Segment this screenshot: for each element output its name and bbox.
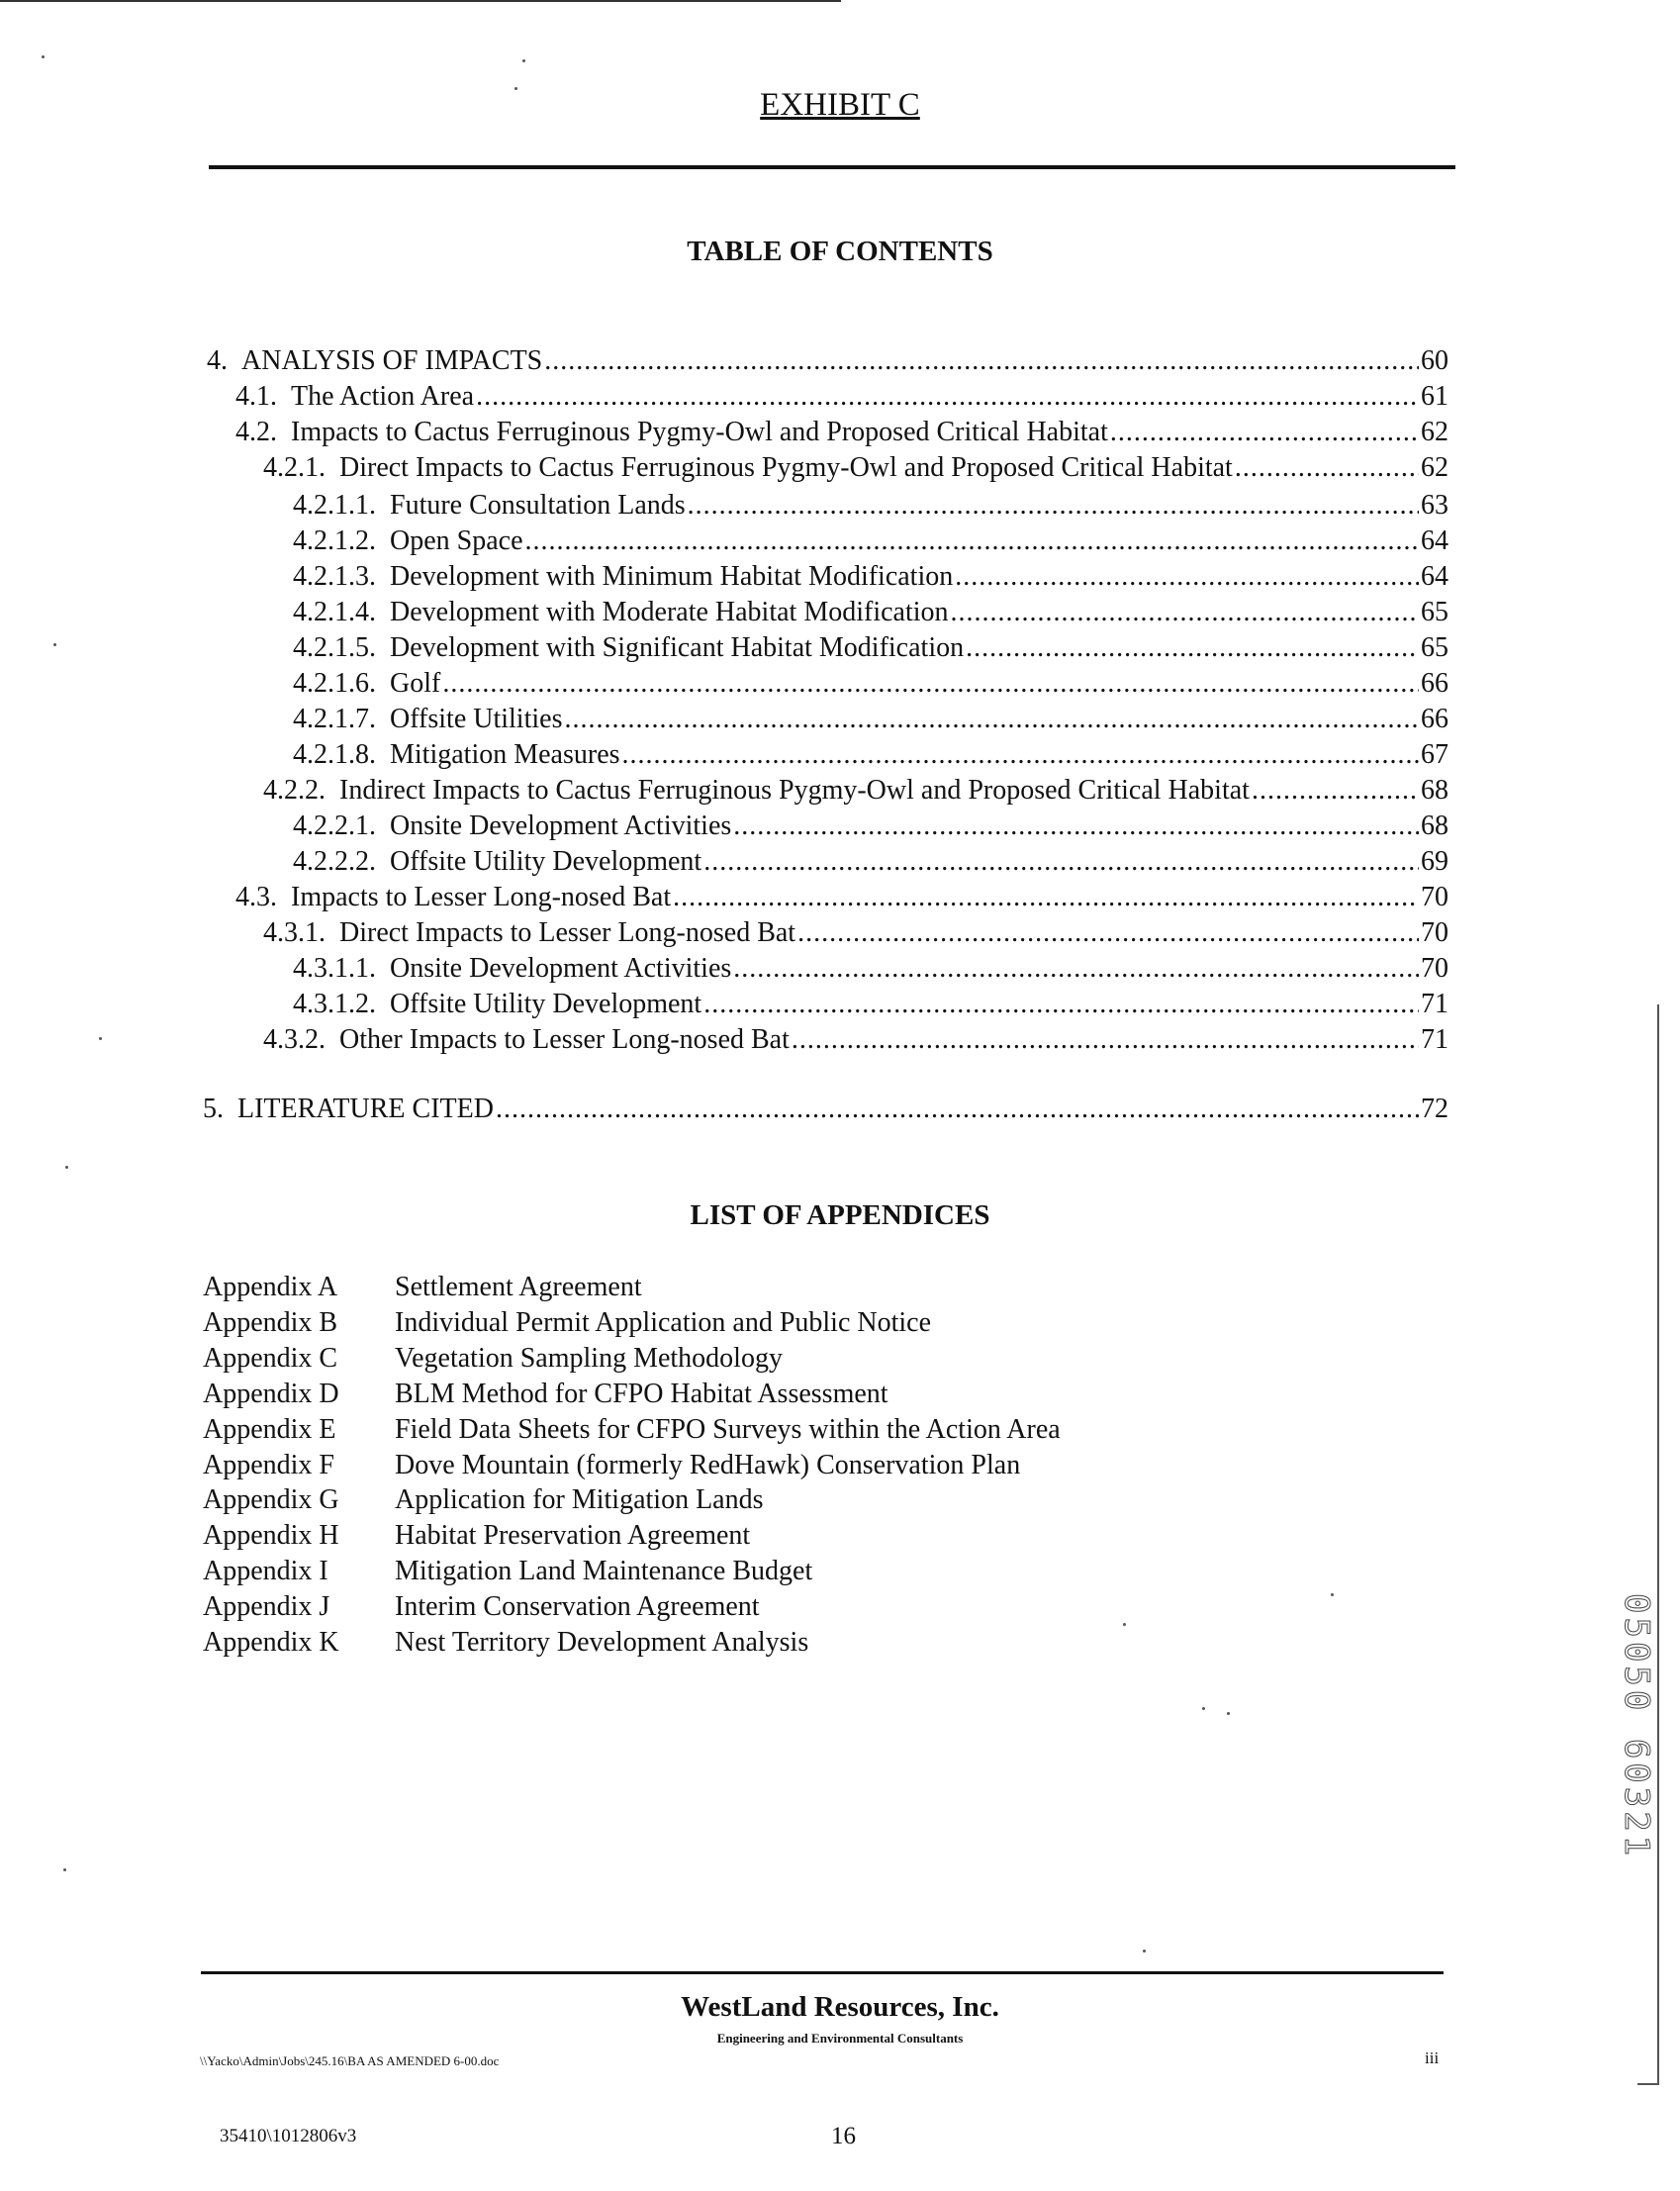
toc-entry xyxy=(293,845,1448,879)
toc-leader-dots xyxy=(733,810,1419,843)
appendix-item xyxy=(203,1519,750,1553)
scan-top-edge xyxy=(0,0,841,2)
toc-entry-title: Indirect Impacts to Cactus Ferruginous Pygmy-Owl and Proposed Critical Habitat xyxy=(339,775,1250,806)
appendix-label: Appendix D xyxy=(203,1378,339,1409)
toc-leader-dots xyxy=(673,881,1419,914)
toc-entry-number: 4.2.1. xyxy=(263,452,339,483)
appendix-title: BLM Method for CFPO Habitat Assessment xyxy=(395,1378,888,1409)
footer-rule xyxy=(201,1971,1444,1974)
toc-entry-number: 4.2.1.8. xyxy=(293,739,390,770)
toc-entry-title: Development with Significant Habitat Modification xyxy=(390,632,965,663)
page-number: 16 xyxy=(831,2123,856,2149)
appendix-item xyxy=(203,1590,760,1624)
toc-entry-page: 68 xyxy=(1421,810,1448,841)
toc-leader-dots xyxy=(564,703,1419,736)
toc-leader-dots xyxy=(733,952,1419,986)
toc-entry-number: 4.1. xyxy=(235,381,291,412)
appendix-label: Appendix F xyxy=(203,1449,334,1480)
bates-stamp xyxy=(1613,1593,1662,1860)
appendix-title: Application for Mitigation Lands xyxy=(395,1484,764,1516)
appendix-label: Appendix B xyxy=(203,1306,338,1338)
toc-entry-number: 4.3.1.1. xyxy=(293,953,390,984)
scan-speck xyxy=(1227,1712,1230,1715)
toc-entry-page: 64 xyxy=(1421,525,1448,556)
scan-edge-line xyxy=(1657,1004,1659,2083)
toc-entry xyxy=(263,1023,1448,1057)
toc-entry-page: 69 xyxy=(1421,846,1448,877)
company-tagline: Engineering and Environmental Consultants xyxy=(716,2031,964,2046)
toc-entry xyxy=(293,560,1448,594)
exhibit-heading: EXHIBIT C xyxy=(760,87,920,123)
toc-entry-number: 4.2.1.4. xyxy=(293,597,390,627)
toc-entry xyxy=(293,524,1448,558)
appendix-label: Appendix E xyxy=(203,1413,336,1445)
toc-entry-page: 72 xyxy=(1421,1094,1448,1124)
appendix-item xyxy=(203,1306,931,1340)
toc-entry xyxy=(293,988,1448,1021)
appendix-title: Individual Permit Application and Public Notice xyxy=(395,1306,932,1338)
appendix-label: Appendix I xyxy=(203,1556,328,1587)
toc-entry xyxy=(263,916,1448,950)
toc-entry-page: 68 xyxy=(1421,775,1448,806)
toc-leader-dots xyxy=(622,738,1419,772)
scan-speck xyxy=(1123,1623,1126,1626)
toc-entry-number: 4.2.1.5. xyxy=(293,632,390,663)
header-rule xyxy=(209,165,1455,169)
toc-entry-title: Development with Minimum Habitat Modification xyxy=(390,561,954,592)
toc-entry-number: 4.2.1.3. xyxy=(293,561,390,592)
toc-entry-title: Offsite Utilities xyxy=(390,704,563,734)
toc-entry-title: Onsite Development Activities xyxy=(390,810,732,841)
toc-entry-title: Direct Impacts to Cactus Ferruginous Pygmy-Owl and Proposed Critical Habitat xyxy=(339,452,1233,483)
toc-entry xyxy=(293,631,1448,665)
toc-entry-page: 70 xyxy=(1421,953,1448,984)
toc-entry-title: Impacts to Cactus Ferruginous Pygmy-Owl and Proposed Critical Habitat xyxy=(291,417,1108,447)
toc-entry-page: 71 xyxy=(1421,1024,1448,1055)
toc-leader-dots xyxy=(951,596,1419,629)
appendix-item xyxy=(203,1555,812,1588)
scan-speck xyxy=(63,1868,66,1871)
toc-entry-title: ANALYSIS OF IMPACTS xyxy=(241,345,543,376)
toc-entry-title: Future Consultation Lands xyxy=(390,490,686,521)
toc-entry-title: Open Space xyxy=(390,525,523,556)
appendix-label: Appendix K xyxy=(203,1627,339,1658)
toc-leader-dots xyxy=(703,845,1419,879)
toc-entry-page: 66 xyxy=(1421,668,1448,699)
toc-entry-page: 64 xyxy=(1421,561,1448,592)
toc-entry-title: Direct Impacts to Lesser Long-nosed Bat xyxy=(339,917,796,948)
toc-entry-page: 65 xyxy=(1421,597,1448,627)
toc-entry-number: 4.2.1.7. xyxy=(293,704,390,734)
appendix-label: Appendix C xyxy=(203,1342,338,1374)
toc-entry-page: 61 xyxy=(1421,381,1448,412)
appendix-item xyxy=(203,1626,808,1660)
document-number: 35410\1012806v3 xyxy=(220,2126,357,2146)
appendix-item xyxy=(203,1483,764,1517)
appendix-label: Appendix G xyxy=(203,1484,339,1516)
toc-entry xyxy=(293,810,1448,843)
toc-leader-dots xyxy=(496,1093,1419,1126)
appendix-title: Interim Conservation Agreement xyxy=(395,1591,760,1623)
scan-speck xyxy=(65,1166,68,1169)
toc-leader-dots xyxy=(442,667,1419,701)
toc-entry-number: 4.3.1.2. xyxy=(293,989,390,1019)
toc-leader-dots xyxy=(476,380,1419,414)
roman-page-number: iii xyxy=(1425,2048,1440,2067)
toc-leader-dots xyxy=(688,489,1419,523)
toc-entry-number: 4.3.2. xyxy=(263,1024,339,1055)
toc-entry-title: LITERATURE CITED xyxy=(237,1094,494,1124)
toc-entry xyxy=(293,667,1448,701)
appendices-title: LIST OF APPENDICES xyxy=(690,1199,990,1231)
toc-entry-title: Offsite Utility Development xyxy=(390,846,702,877)
scan-speck xyxy=(53,643,56,646)
toc-entry xyxy=(203,1093,1448,1126)
company-name: WestLand Resources, Inc. xyxy=(681,1991,999,2023)
toc-leader-dots xyxy=(792,1023,1419,1057)
scan-speck xyxy=(99,1037,102,1040)
toc-entry xyxy=(293,738,1448,772)
toc-entry-number: 4.2.1.6. xyxy=(293,668,390,699)
appendix-item xyxy=(203,1449,1020,1482)
appendix-title: Vegetation Sampling Methodology xyxy=(395,1342,783,1374)
toc-entry xyxy=(235,881,1448,914)
toc-entry-title: Other Impacts to Lesser Long-nosed Bat xyxy=(339,1024,790,1055)
scan-speck xyxy=(522,59,525,62)
toc-entry-number: 4. xyxy=(207,345,241,376)
toc-entry-title: Development with Moderate Habitat Modification xyxy=(390,597,949,627)
toc-entry xyxy=(207,344,1448,378)
scan-speck xyxy=(514,87,517,90)
toc-entry-page: 65 xyxy=(1421,632,1448,663)
toc-entry-title: Offsite Utility Development xyxy=(390,989,702,1019)
toc-entry-page: 62 xyxy=(1421,452,1448,483)
toc-entry-number: 4.3. xyxy=(235,882,291,912)
toc-entry-number: 4.3.1. xyxy=(263,917,339,948)
toc-leader-dots xyxy=(525,524,1419,558)
appendix-item xyxy=(203,1271,642,1304)
toc-entry-number: 4.2.2.2. xyxy=(293,846,390,877)
scan-speck xyxy=(1143,1950,1146,1953)
toc-leader-dots xyxy=(797,916,1419,950)
toc-entry xyxy=(263,451,1448,485)
file-path: \\Yacko\Admin\Jobs\245.16\BA AS AMENDED 6-00.doc xyxy=(200,2053,500,2068)
toc-entry-number: 4.2.1.2. xyxy=(293,525,390,556)
appendix-title: Mitigation Land Maintenance Budget xyxy=(395,1556,813,1587)
scan-speck xyxy=(1331,1593,1334,1596)
appendix-label: Appendix H xyxy=(203,1520,339,1552)
toc-leader-dots xyxy=(1235,451,1419,485)
toc-entry xyxy=(235,416,1448,449)
scan-speck xyxy=(42,55,45,58)
appendix-title: Habitat Preservation Agreement xyxy=(395,1520,751,1552)
appendix-title: Settlement Agreement xyxy=(395,1272,642,1302)
toc-leader-dots xyxy=(955,560,1419,594)
appendix-title: Nest Territory Development Analysis xyxy=(395,1627,809,1658)
toc-entry-page: 66 xyxy=(1421,704,1448,734)
appendix-title: Field Data Sheets for CFPO Surveys within the Action Area xyxy=(395,1413,1061,1445)
appendix-item xyxy=(203,1342,783,1376)
toc-entry-number: 5. xyxy=(203,1094,237,1124)
toc-entry-page: 60 xyxy=(1421,345,1448,376)
toc-entry-page: 70 xyxy=(1421,917,1448,948)
appendix-item xyxy=(203,1378,888,1411)
toc-leader-dots xyxy=(1252,774,1419,808)
toc-entry-title: Onsite Development Activities xyxy=(390,953,732,984)
toc-entry-number: 4.2.2. xyxy=(263,775,339,806)
toc-entry-number: 4.2.1.1. xyxy=(293,490,390,521)
scan-speck xyxy=(1202,1707,1205,1710)
toc-entry xyxy=(293,596,1448,629)
toc-entry-number: 4.2. xyxy=(235,417,291,447)
toc-entry-page: 63 xyxy=(1421,490,1448,521)
toc-entry xyxy=(293,489,1448,523)
toc-leader-dots xyxy=(544,344,1419,378)
toc-entry-number: 4.2.2.1. xyxy=(293,810,390,841)
toc-entry-page: 67 xyxy=(1421,739,1448,770)
appendix-item xyxy=(203,1413,1061,1447)
toc-entry xyxy=(293,703,1448,736)
toc-entry-page: 71 xyxy=(1421,989,1448,1019)
scan-edge-tick xyxy=(1637,2083,1659,2085)
toc-entry xyxy=(263,774,1448,808)
toc-entry-title: The Action Area xyxy=(291,381,475,412)
toc-leader-dots xyxy=(966,631,1419,665)
toc-entry-page: 62 xyxy=(1421,417,1448,447)
appendix-label: Appendix A xyxy=(203,1272,338,1302)
toc-entry-title: Impacts to Lesser Long-nosed Bat xyxy=(291,882,672,912)
toc-title: TABLE OF CONTENTS xyxy=(687,236,993,267)
toc-entry xyxy=(235,380,1448,414)
appendix-label: Appendix J xyxy=(203,1591,330,1623)
toc-entry-page: 70 xyxy=(1421,882,1448,912)
bates-stamp-text: 05050 60321 xyxy=(1617,1593,1656,1860)
appendix-title: Dove Mountain (formerly RedHawk) Conservation Plan xyxy=(395,1449,1021,1480)
toc-leader-dots xyxy=(1110,416,1419,449)
toc-entry xyxy=(293,952,1448,986)
toc-entry-title: Golf xyxy=(390,668,441,699)
toc-entry-title: Mitigation Measures xyxy=(390,739,620,770)
toc-leader-dots xyxy=(703,988,1419,1021)
